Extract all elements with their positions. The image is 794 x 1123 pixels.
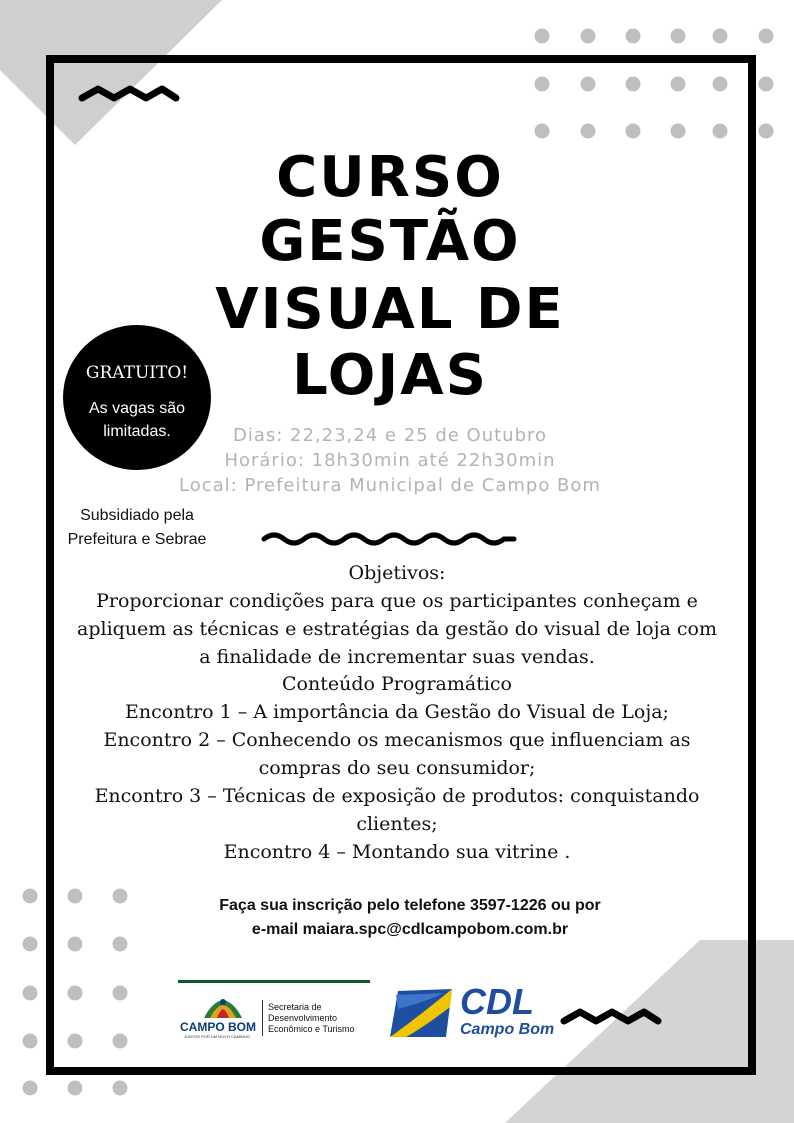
registration-email[interactable]: e-mail maiara.spc@cdlcampobom.com.br [251,921,569,938]
decor-dot [23,937,38,952]
decor-dot [23,889,38,904]
title-line-4: LOJAS [292,343,488,408]
meeting-4: Encontro 4 – Montando sua vitrine . [223,841,571,863]
city-emblem-icon [200,996,246,1020]
zigzag-top-left [78,82,180,106]
badge-text: As vagas são limitadas. [88,400,186,440]
meeting-2-cont: compras do seu consumidor; [258,757,536,779]
meeting-3-cont: clientes; [356,813,438,835]
program-heading: Conteúdo Programático [282,673,512,695]
decor-dot [626,29,641,44]
objectives-text-3: a finalidade de incrementar suas vendas. [199,646,595,668]
decor-dot [23,1034,38,1049]
decor-dot [671,29,686,44]
objectives-heading: Objetivos: [348,562,446,584]
secretaria-logo [178,980,370,1040]
logo-city-name: CAMPO BOM [180,1020,256,1034]
subsidy-note: Subsidiado pela Prefeitura e Sebrae [67,507,207,548]
badge-title: GRATUITO! [85,363,189,383]
decor-dot [535,29,550,44]
secretaria-line-1: Secretaria de [268,1002,322,1012]
course-days: Dias: 22,23,24 e 25 de Outubro [232,425,548,446]
cdl-name: CDL [460,981,534,1022]
decor-dot [759,124,774,139]
wavy-divider [260,528,518,550]
decor-dot [713,29,728,44]
meeting-3: Encontro 3 – Técnicas de exposição de produtos: conquistando [94,785,700,807]
secretaria-line-3: Econômico e Turismo [268,1024,355,1034]
title-line-1: CURSO [276,145,504,210]
secretaria-line-2: Desenvolvimento [268,1013,338,1023]
title-line-2: GESTÃO [259,209,521,274]
course-place: Local: Prefeitura Municipal de Campo Bom [179,475,601,496]
cdl-logo [388,981,568,1043]
decor-dot [759,29,774,44]
registration-phone: Faça sua inscrição pelo telefone 3597-1226 ou por [219,897,601,914]
decor-dot [581,29,596,44]
cdl-emblem-icon [388,987,454,1039]
course-time: Horário: 18h30min até 22h30min [224,450,556,471]
decor-dot [68,1081,83,1096]
objectives-text-2: apliquem as técnicas e estratégias da gestão do visual de loja com [77,618,717,640]
logo-tagline: JUNTOS POR UM NOVO CAMINHO [184,1034,250,1039]
logo-top-rule [178,980,370,983]
meeting-2: Encontro 2 – Conhecendo os mecanismos que influenciam as [103,729,691,751]
free-badge [63,325,211,470]
objectives-text-1: Proporcionar condições para que os participantes conheçam e [96,590,698,612]
decor-dot [23,986,38,1001]
cdl-city: Campo Bom [460,1021,555,1038]
title-line-3: VISUAL DE [215,277,565,342]
logo-divider [262,1000,263,1036]
decor-dot [759,77,774,92]
meeting-1: Encontro 1 – A importância da Gestão do Visual de Loja; [125,701,669,723]
zigzag-bottom-right [560,1004,662,1030]
decor-dot [113,1081,128,1096]
decor-dot [23,1081,38,1096]
